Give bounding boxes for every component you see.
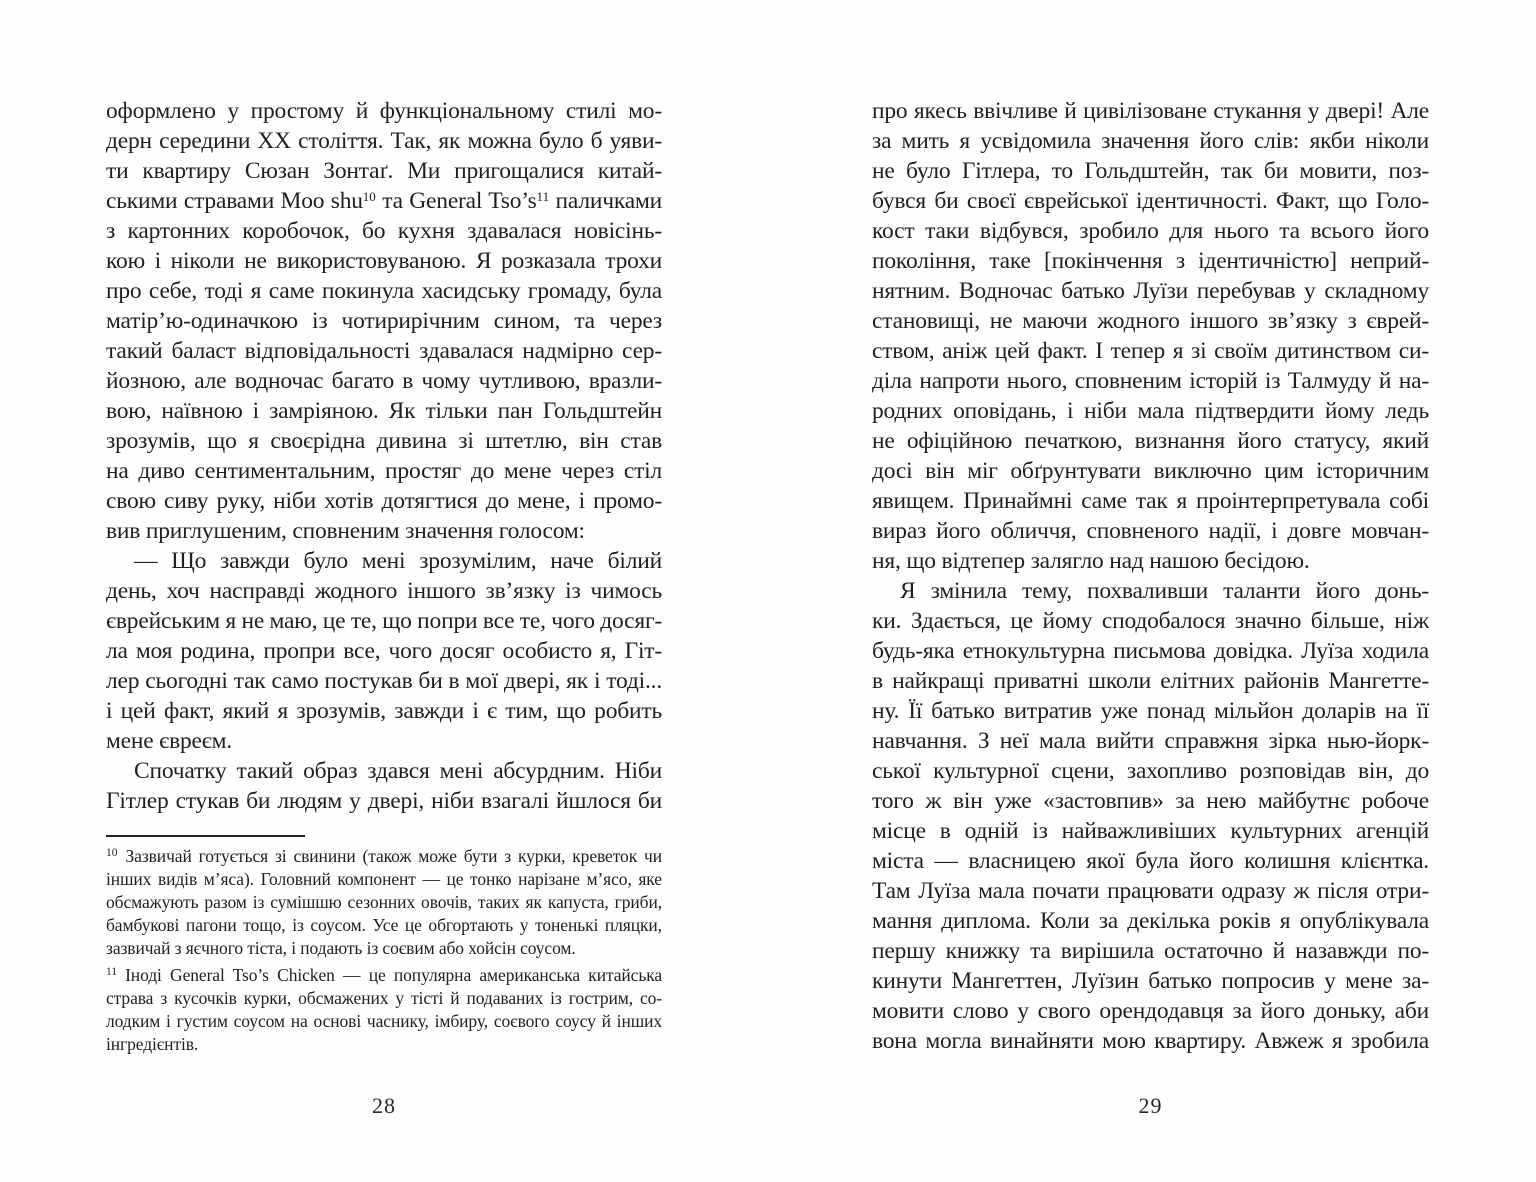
text-line: ки. Здається, це йому сподобалося значно більше, ніж (872, 608, 1430, 634)
text-line: мання диплома. Коли за декілька років я опублікувала (872, 908, 1430, 934)
text-line: Спочатку такий образ здався мені абсурдним. Ніби (134, 758, 662, 784)
text-line: кою і ніколи не використовуваною. Я розказала трохи (106, 248, 663, 274)
text-line: досі він міг обґрунтувати виключно цим історичним (872, 458, 1430, 484)
text-line: місце в одній із найважливіших культурних агенцій (872, 818, 1430, 844)
text-line: Гітлер стукав би людям у двері, ніби взагалі йшлося би (106, 788, 663, 814)
text-line: ня, що відтепер залягло над нашою бесідою. (872, 548, 1310, 574)
text-line: про себе, тоді я саме покинула хасидську громаду, була (106, 278, 662, 304)
right-page-number: 29 (1138, 1093, 1163, 1118)
text-line: кинути Мангеттен, Луїзин батько попросив у мене за- (872, 968, 1429, 994)
text-line: ської культурної сцени, захопливо розповідав він, до (872, 758, 1430, 784)
page-right (872, 0, 1429, 1182)
text-line: будь-яка етнокультурна письмова довідка. Луїза ходила (872, 638, 1430, 664)
text-line: вона могла винайняти мою квартиру. Авжеж я зробила (872, 1028, 1429, 1054)
text-line: діла напроти нього, сповненим історій із Талмуду й на- (872, 368, 1429, 394)
text-line: дерн середини ХХ століття. Так, як можна було б уяви- (106, 128, 662, 154)
text-line: вою, наївною і замріяною. Як тільки пан Гольдштейн (106, 398, 663, 424)
text-line: про якесь ввічливе й цивілізоване стукання у двері! Але (872, 98, 1430, 124)
text-line: матір’ю-одиначкою із чотирирічним сином, та через (106, 308, 663, 334)
text-line: за мить я усвідомила значення його слів: якби ніколи (872, 128, 1429, 154)
text-line: такий баласт відповідальності здавалася надмірно сер- (106, 338, 662, 364)
text-line: день, хоч насправді жодного іншого зв’язку із чимось (106, 578, 663, 604)
text-line: явищем. Принаймні саме так я проінтерпретувала собі (872, 488, 1429, 514)
text-line: єврейським я не маю, це те, що попри все те, чого досяг- (106, 608, 663, 634)
text-line: Там Луїза мала почати працювати одразу ж після отри- (872, 878, 1429, 904)
footnote-reference: 11 (536, 189, 550, 204)
text-line: Я змінила тему, похваливши таланти його донь- (900, 578, 1429, 604)
text-line: кост таки відбувся, зробило для нього та всього його (872, 218, 1429, 244)
text-line: ла моя родина, пропри все, чого досяг особисто я, Гіт- (106, 638, 662, 664)
text-line: вираз його обличчя, сповненого надії, і довге мовчан- (872, 518, 1430, 544)
footnote-reference: 10 (362, 189, 376, 204)
text-line: з картонних коробочок, бо кухня здавалася новісінь- (106, 218, 662, 244)
right-page-body-text (872, 96, 1429, 1056)
footnote-line: інгредієнтів. (106, 1034, 199, 1054)
text-line: в найкращі приватні школи елітних районів Мангетте- (872, 668, 1429, 694)
text-line: родних оповідань, і ніби мала підтвердити йому ледь (872, 398, 1429, 424)
footnote (106, 964, 662, 1056)
text-line: свою сиву руку, ніби хотів дотягтися до мене, і промо- (106, 488, 662, 514)
text-line: вив приглушеним, сповненим значення голосом: (106, 518, 585, 544)
text-line: становищі, не маючи жодного іншого зв’язку з єврей- (872, 308, 1429, 334)
footnote-line: $^{10}$ Зазвичай готується зі свинини (також може бути з курки, креветок чи (106, 846, 662, 866)
text-line: першу книжку та вирішила остаточно й назавжди по- (872, 938, 1430, 964)
text-line: нятним. Водночас батько Луїзи перебував у складному (872, 278, 1429, 304)
left-page-footnotes (106, 845, 662, 1056)
footnote-separator (106, 835, 305, 837)
footnote-line: страва з кусочків курки, обсмажених у тісті й подаваних із гострим, со- (106, 988, 663, 1008)
text-line: бувся би своєї єврейської ідентичності. Факт, що Голо- (872, 188, 1429, 214)
footnote-line: інших видів м’яса). Головний компонент — це тонко нарізане м’ясо, яке (106, 869, 662, 889)
left-page-number: 28 (372, 1093, 396, 1118)
text-line: міста — власницею якої була його колишня клієнтка. (872, 848, 1429, 874)
footnote-marker: 11 (106, 966, 118, 978)
text-line: не офіційною печаткою, визнання його статусу, який (872, 428, 1430, 454)
text-line: мене євреєм. (106, 728, 232, 754)
text-line: мовити слово у свого орендодавця за його доньку, аби (872, 998, 1430, 1024)
text-line: зрозумів, що я своєрідна дивина зі штетлю, він став (106, 428, 663, 454)
text-line: покоління, таке [покінчення з ідентичністю] неприй- (872, 248, 1429, 274)
text-line: йозною, але водночас багато в чому чутливою, вразли- (106, 368, 662, 394)
footnote-line: лодким і густим соусом на основі часнику, імбиру, соєвого соусу й інших (106, 1011, 663, 1031)
text-line: того ж він уже «застовпив» за нею майбутнє робоче (872, 788, 1429, 814)
footnote (106, 845, 662, 960)
page-left (106, 0, 662, 1182)
text-line: — Що завжди було мені зрозумілим, наче білий (134, 548, 662, 574)
footnote-line: обсмажують разом із сумішшю сезонних овочів, таких як капуста, гриби, (106, 892, 663, 912)
text-line: оформлено у простому й функціональному стилі мо- (106, 98, 662, 124)
footnote-line: $^{11}$ Іноді General Tso’s Chicken — це популярна американська китайська (106, 965, 663, 985)
text-line: ну. Її батько витратив уже понад мільйон доларів на її (872, 698, 1430, 724)
footnote-marker: 10 (106, 847, 118, 859)
text-line: ти квартиру Сюзан Зонтаґ. Ми пригощалися китай- (106, 158, 662, 184)
text-line: не було Гітлера, то Гольдштейн, так би мовити, поз- (872, 158, 1430, 184)
text-line: ськими стравами Moo shu$^{10}$ та General $Tso’s^{11}$ паличками (106, 188, 662, 214)
text-line: ством, аніж цей факт. І тепер я зі своїм дитинством си- (872, 338, 1429, 364)
left-page-body-text (106, 96, 662, 816)
footnote-line: бамбукові пагони тощо, із соусом. Усе це обгортають у тоненькі пляцки, (106, 915, 662, 935)
footnote-line: зазвичай з яєчного тіста, і подають із соєвим або хойсін соусом. (106, 938, 576, 958)
text-line: і цей факт, який я зрозумів, завжди і є тим, що робить (106, 698, 662, 724)
text-line: навчання. З неї мала вийти справжня зірка нью-йорк- (872, 728, 1430, 754)
text-line: лер сьогодні так само постукав би в мої двері, як і тоді... (106, 668, 662, 694)
text-line: на диво сентиментальним, простяг до мене через стіл (106, 458, 663, 484)
